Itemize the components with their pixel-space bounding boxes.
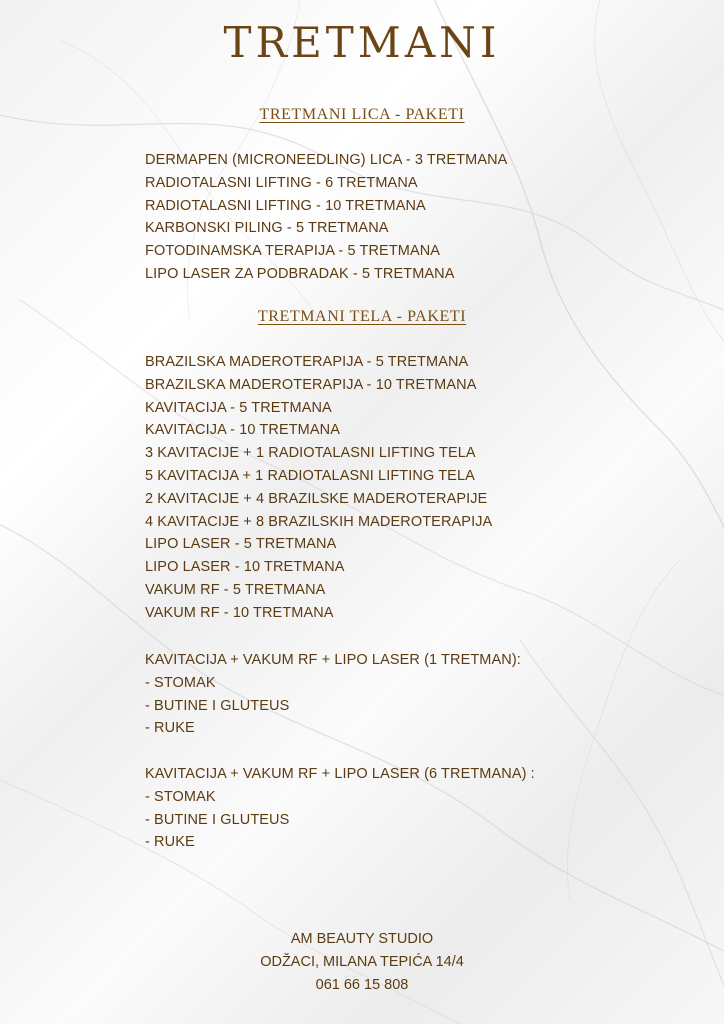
list-item: FOTODINAMSKA TERAPIJA - 5 TRETMANA: [145, 243, 441, 260]
list-item: - RUKE: [145, 834, 195, 851]
list-item: 4 KAVITACIJE + 8 BRAZILSKIH MADEROTERAPIJA: [145, 513, 493, 530]
list-item: RADIOTALASNI LIFTING - 10 TRETMANA: [145, 197, 426, 214]
list-item: DERMAPEN (MICRONEEDLING) LICA - 3 TRETMANA: [145, 152, 508, 168]
combo-six-title: KAVITACIJA + VAKUM RF + LIPO LASER (6 TRETMANA) :: [145, 766, 535, 782]
list-item: BRAZILSKA MADEROTERAPIJA - 10 TRETMANA: [145, 376, 477, 393]
list-item: KAVITACIJA - 5 TRETMANA: [145, 399, 332, 416]
list-item: LIPO LASER - 10 TRETMANA: [145, 559, 345, 576]
list-item: 2 KAVITACIJE + 4 BRAZILSKE MADEROTERAPIJE: [145, 490, 488, 507]
studio-phone: 061 66 15 808: [315, 977, 409, 993]
list-item: BRAZILSKA MADEROTERAPIJA - 5 TRETMANA: [145, 354, 469, 370]
list-item: KARBONSKI PILING - 5 TRETMANA: [145, 220, 389, 237]
face-section-heading: TRETMANI LICA - PAKETI: [259, 106, 465, 123]
page-title: TRETMANI: [223, 18, 501, 67]
list-item: VAKUM RF - 5 TRETMANA: [145, 581, 326, 598]
list-item: KAVITACIJA - 10 TRETMANA: [145, 422, 340, 439]
list-item: VAKUM RF - 10 TRETMANA: [145, 604, 334, 621]
list-item: - BUTINE I GLUTEUS: [145, 811, 290, 828]
face-treatment-list: [145, 149, 507, 286]
body-section-heading: TRETMANI TELA - PAKETI: [257, 308, 467, 325]
footer: [0, 928, 724, 997]
combo-single-block: [145, 649, 521, 740]
list-item: 5 KAVITACIJA + 1 RADIOTALASNI LIFTING TELA: [145, 467, 475, 484]
list-item: - RUKE: [145, 720, 195, 737]
list-item: - BUTINE I GLUTEUS: [145, 697, 290, 714]
studio-name: AM BEAUTY STUDIO: [290, 931, 434, 947]
combo-six-block: [145, 763, 535, 854]
list-item: RADIOTALASNI LIFTING - 6 TRETMANA: [145, 174, 418, 191]
list-item: LIPO LASER - 5 TRETMANA: [145, 536, 337, 553]
combo-single-title: KAVITACIJA + VAKUM RF + LIPO LASER (1 TRETMAN):: [145, 652, 521, 668]
studio-address: ODŽACI, MILANA TEPIĆA 14/4: [260, 954, 464, 970]
list-item: - STOMAK: [145, 674, 216, 691]
list-item: - STOMAK: [145, 788, 216, 805]
list-item: LIPO LASER ZA PODBRADAK - 5 TRETMANA: [145, 265, 455, 282]
list-item: 3 KAVITACIJE + 1 RADIOTALASNI LIFTING TELA: [145, 445, 476, 462]
body-treatment-list: [145, 351, 492, 625]
